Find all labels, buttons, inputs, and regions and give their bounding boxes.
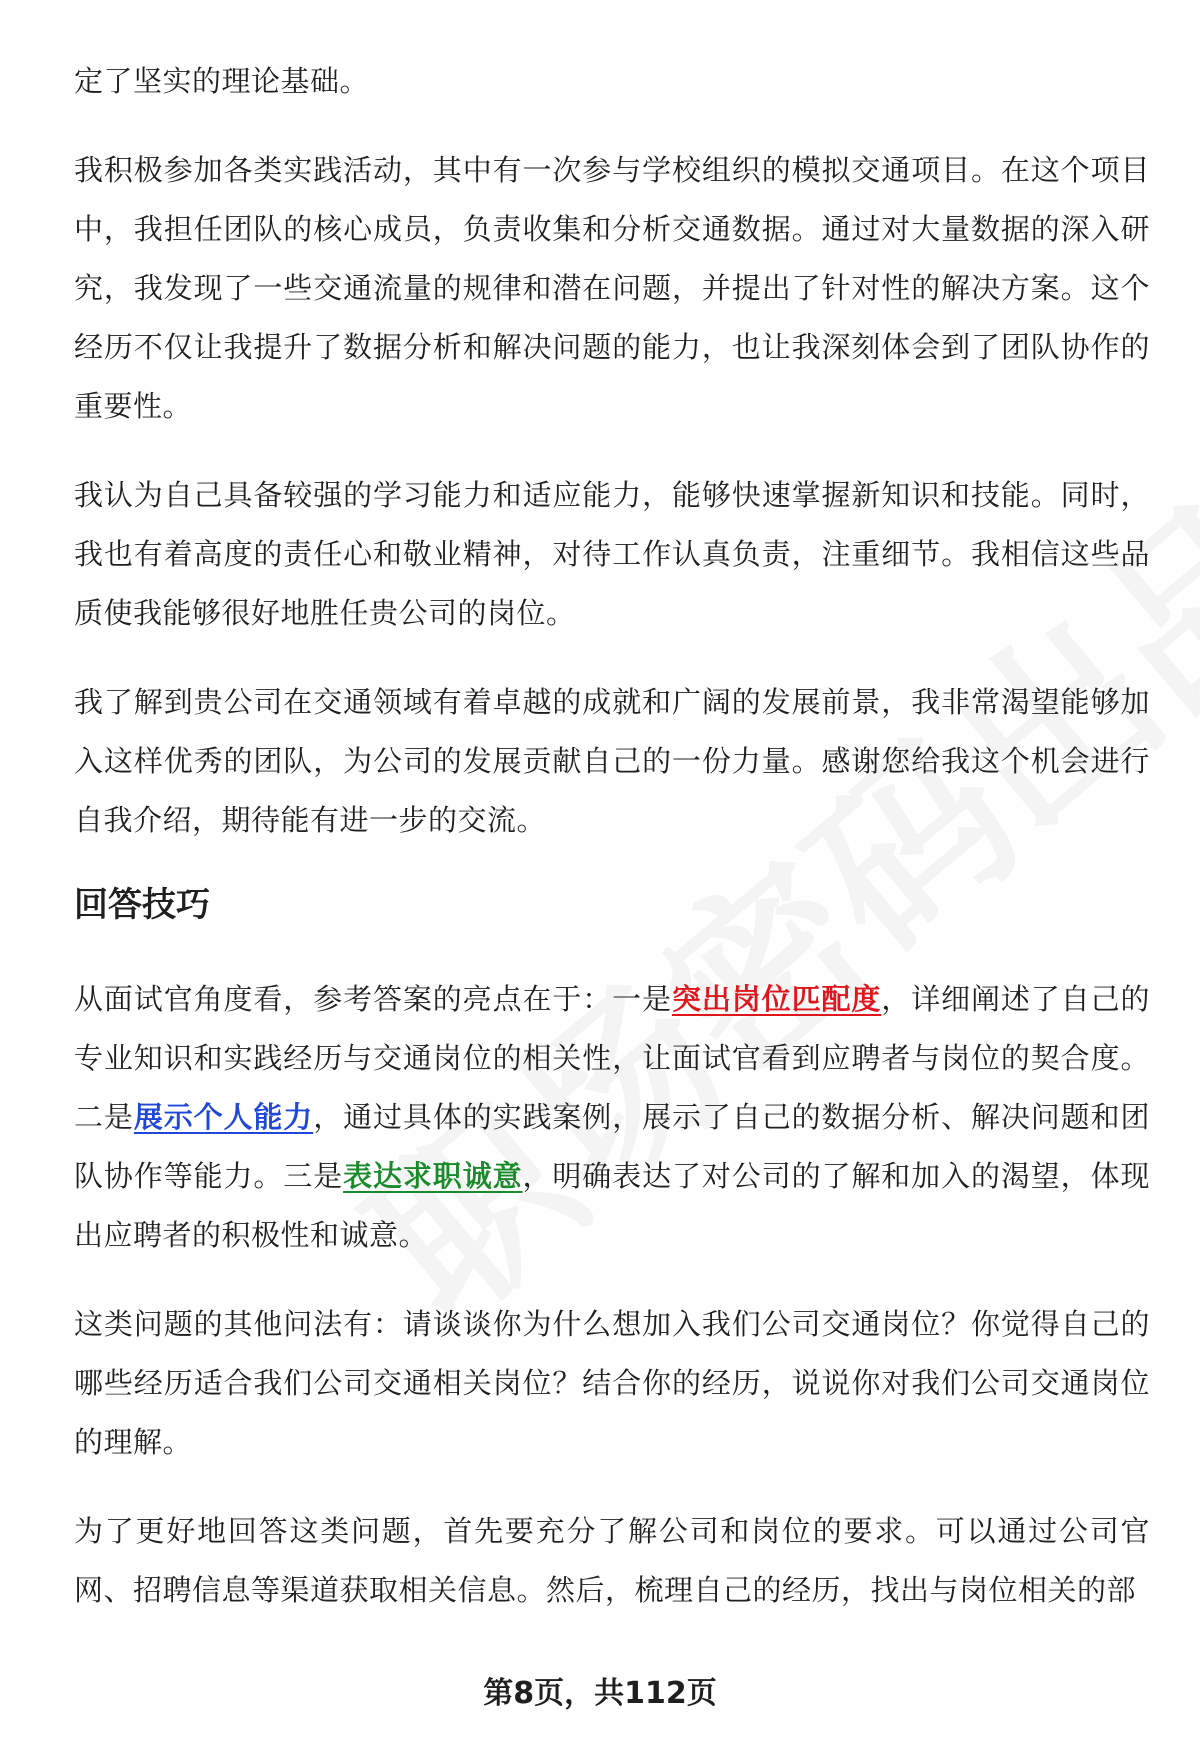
paragraph-closing: 我了解到贵公司在交通领域有着卓越的成就和广阔的发展前景，我非常渴望能够加入这样优秀的团队，为公司的发展贡献自己的一份力量。感谢您给我这个机会进行自我介绍，期待能有进一步的交流。 <box>74 685 1150 837</box>
paragraph-preparation: 为了更好地回答这类问题，首先要充分了解公司和岗位的要求。可以通过公司官网、招聘信息等渠道获取相关信息。然后，梳理自己的经历，找出与岗位相关的部 <box>74 1514 1150 1607</box>
tips-end: ，明确表达了对公司的了解和加入的渴望，体现出应聘者的积极性和诚意。 <box>74 1159 1150 1252</box>
paragraph-practice: 我积极参加各类实践活动，其中有一次参与学校组织的模拟交通项目。在这个项目中，我担任团队的核心成员，负责收集和分析交通数据。通过对大量数据的深入研究，我发现了一些交通流量的规律和潜在问题，并提出了针对性的解决方案。这个经历不仅让我提升了数据分析和解决问题的能力，也让我深刻体会到了团队协作的重要性。 <box>74 153 1150 423</box>
tips-intro: 从面试官角度看，参考答案的亮点在于：一是 <box>74 982 672 1016</box>
highlight-personal-ability: 展示个人能力 <box>133 1100 314 1134</box>
paragraph-continuation: 定了坚实的理论基础。 <box>74 64 370 98</box>
section-heading: 回答技巧 <box>74 885 210 925</box>
highlight-sincerity: 表达求职诚意 <box>343 1159 523 1193</box>
tips-mid-2: ，通过具体的实践案例，展示了自己的数据分析、解决问题和团队协作等能力。三是 <box>74 1100 1150 1193</box>
paragraph-tips <box>74 970 1150 1265</box>
paragraph-abilities: 我认为自己具备较强的学习能力和适应能力，能够快速掌握新知识和技能。同时，我也有着高度的责任心和敬业精神，对待工作认真负责，注重细节。我相信这些品质使我能够很好地胜任贵公司的岗位。 <box>74 478 1150 630</box>
page-number: 第8页，共112页 <box>483 1676 717 1711</box>
document-page <box>74 52 1150 1650</box>
highlight-job-match: 突出岗位匹配度 <box>671 982 882 1016</box>
tips-mid-1: ，详细阐述了自己的专业知识和实践经历与交通岗位的相关性，让面试官看到应聘者与岗位的契合度。二是 <box>74 982 1150 1134</box>
paragraph-other-questions: 这类问题的其他问法有：请谈谈你为什么想加入我们公司交通岗位？你觉得自己的哪些经历适合我们公司交通相关岗位？结合你的经历，说说你对我们公司交通岗位的理解。 <box>74 1307 1150 1459</box>
